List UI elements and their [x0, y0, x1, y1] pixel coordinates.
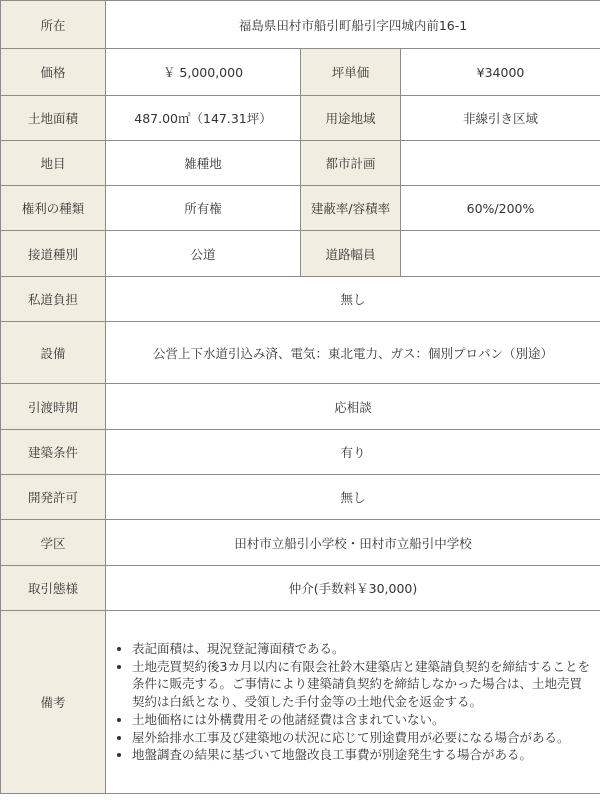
- school-label: 学区: [1, 520, 106, 566]
- location-value: 福島県田村市船引町船引字四城内前16-1: [106, 1, 600, 49]
- row-road-type: [1, 231, 600, 277]
- row-land-area: [1, 96, 600, 141]
- remark-item: • 土地売買契約後3カ月以内に有限会社鈴木建築店と建築請負契約を締結することを条件に販売する。ご事情により建築請負契約を締結しなかった場合は、土地売買契約は白紙となり、受領した手付金等の土地代金を返金する。: [132, 658, 594, 711]
- transaction-value: 仲介(手数料￥30,000): [106, 566, 600, 611]
- conditions-value: 有り: [106, 430, 600, 475]
- zoning-label: 用途地域: [301, 96, 401, 141]
- rights-value: 所有権: [106, 186, 301, 231]
- remark-item: • 屋外給排水工事及び建築地の状況に応じて別途費用が必要になる場合がある。: [132, 729, 594, 747]
- coverage-label: 建蔽率/容積率: [301, 186, 401, 231]
- tsubo-price-label: 坪単価: [301, 49, 401, 96]
- row-private-road: [1, 277, 600, 322]
- row-conditions: [1, 430, 600, 475]
- row-transaction: [1, 566, 600, 611]
- remarks-value: [106, 611, 600, 794]
- remark-item: • 地盤調査の結果に基づいて地盤改良工事費が別途発生する場合がある。: [132, 746, 594, 764]
- remarks-list: [114, 640, 594, 764]
- remark-item: • 土地価格には外構費用その他諸経費は含まれていない。: [132, 711, 594, 729]
- price-value: ￥ 5,000,000: [106, 49, 301, 96]
- facilities-label: 設備: [1, 322, 106, 384]
- road-width-value: [401, 231, 600, 277]
- permit-label: 開発許可: [1, 475, 106, 520]
- row-remarks: [1, 611, 600, 794]
- conditions-label: 建築条件: [1, 430, 106, 475]
- road-type-value: 公道: [106, 231, 301, 277]
- remarks-label: 備考: [1, 611, 106, 794]
- land-area-value: 487.00㎡（147.31坪）: [106, 96, 301, 141]
- facilities-value: 公営上下水道引込み済、電気：東北電力、ガス：個別プロパン（別途）: [106, 322, 600, 384]
- private-road-label: 私道負担: [1, 277, 106, 322]
- land-category-value: 雑種地: [106, 141, 301, 186]
- price-label: 価格: [1, 49, 106, 96]
- zoning-value: 非線引き区域: [401, 96, 600, 141]
- land-area-label: 土地面積: [1, 96, 106, 141]
- handover-value: 応相談: [106, 384, 600, 430]
- row-facilities: [1, 322, 600, 384]
- school-value: 田村市立船引小学校・田村市立船引中学校: [106, 520, 600, 566]
- rights-label: 権利の種類: [1, 186, 106, 231]
- row-school: [1, 520, 600, 566]
- city-plan-value: [401, 141, 600, 186]
- row-rights: [1, 186, 600, 231]
- tsubo-price-value: ¥34000: [401, 49, 600, 96]
- land-category-label: 地目: [1, 141, 106, 186]
- row-location: [1, 1, 600, 49]
- road-width-label: 道路幅員: [301, 231, 401, 277]
- row-permit: [1, 475, 600, 520]
- row-handover: [1, 384, 600, 430]
- transaction-label: 取引態様: [1, 566, 106, 611]
- city-plan-label: 都市計画: [301, 141, 401, 186]
- coverage-value: 60%/200%: [401, 186, 600, 231]
- row-land-category: [1, 141, 600, 186]
- private-road-value: 無し: [106, 277, 600, 322]
- location-label: 所在: [1, 1, 106, 49]
- road-type-label: 接道種別: [1, 231, 106, 277]
- row-price: [1, 49, 600, 96]
- handover-label: 引渡時期: [1, 384, 106, 430]
- remark-item: • 表記面積は、現況登記簿面積である。: [132, 640, 594, 658]
- permit-value: 無し: [106, 475, 600, 520]
